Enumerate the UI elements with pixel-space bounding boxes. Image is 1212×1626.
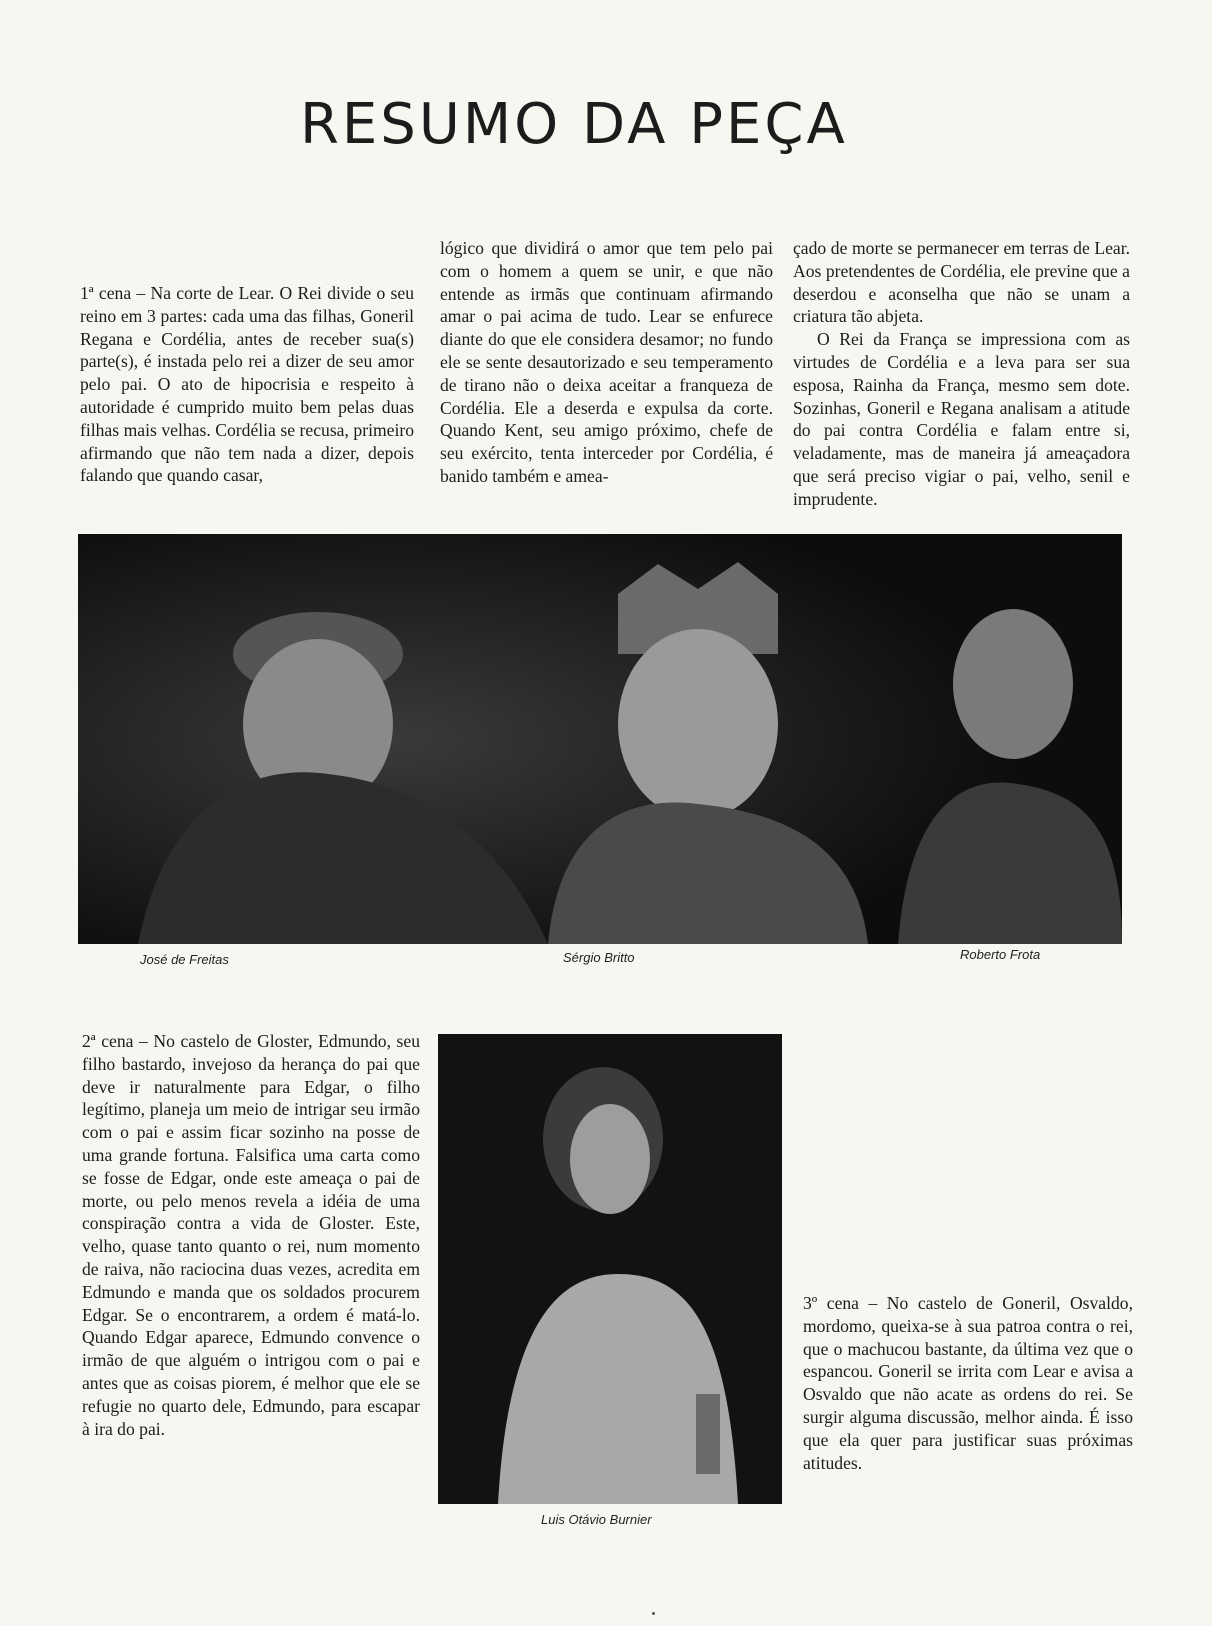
page-title: RESUMO DA PEÇA: [300, 92, 848, 157]
cast-photo-illustration: [78, 534, 1122, 944]
scene1-column-1: [80, 282, 414, 487]
scene1-column-2: [440, 237, 773, 488]
scene3-paragraph: 3º cena – No castelo de Goneril, Osvaldo, mordomo, queixa-se à sua patroa contra o rei, que o machucou bastante, da última vez que o espancou. Goneril se irrita com Lear e avisa a Osvaldo que não acate as ordens do rei. Se surgir alguma discussão, melhor ainda. É isso que ela quer para justificar suas próximas atitudes.: [803, 1293, 1133, 1473]
cast-photo-three-actors: [78, 534, 1122, 944]
scene2-paragraph: 2ª cena – No castelo de Gloster, Edmundo, seu filho bastardo, invejoso da herança do pai que deve ir naturalmente para Edgar, o filho legítimo, planeja um meio de intrigar seu irmão com o pai e assim ficar sozinho na posse de uma grande fortuna. Falsifica uma carta como se fosse de Edgar, onde este ameaça o pai de morte, ou pelo menos revela a idéia de uma conspiração contra a vida de Gloster. Este, velho, quase tanto quanto o rei, num momento de raiva, não raciocina duas vezes, acredita em Edmundo e manda que os soldados procurem Edgar. Se o encontrarem, a ordem é matá-lo. Quando Edgar aparece, Edmundo convence o irmão de que alguém o intrigou com o pai e antes que as coisas piorem, é melhor que ele se refugie no quarto dele, Edmundo, para escapar à ira do pai.: [82, 1031, 420, 1439]
scene3-column: [803, 1292, 1133, 1474]
scene2-column: [82, 1030, 420, 1440]
photo-caption-1: José de Freitas: [140, 952, 229, 967]
actor-photo-burnier: [438, 1034, 782, 1504]
scene1-column-3: [793, 237, 1130, 511]
photo-caption-2: Sérgio Britto: [563, 950, 635, 965]
scene1-paragraph-2: lógico que dividirá o amor que tem pelo pai com o homem a quem se unir, e que não entende as irmãs que continuam afirmando amar o pai acima de tudo. Lear se enfurece diante do que ele considera desamor; no fundo ele se sente desautorizado e seu temperamento de tirano não o deixa aceitar a franqueza de Cordélia. Ele a deserda e expulsa da corte. Quando Kent, seu amigo próximo, chefe de seu exército, tenta interceder por Cordélia, é banido também e amea-: [440, 238, 773, 486]
actor-photo-illustration: [438, 1034, 782, 1504]
page-speck: [652, 1612, 655, 1615]
photo2-caption: Luis Otávio Burnier: [541, 1512, 652, 1527]
scene1-paragraph-3: çado de morte se permanecer em terras de Lear. Aos pretendentes de Cordélia, ele previne que a deserdou e aconselha que não se unam a criatura tão abjeta.: [793, 238, 1130, 327]
photo-caption-3: Roberto Frota: [960, 947, 1041, 962]
scene1-paragraph-4: O Rei da França se impressiona com as virtudes de Cordélia e a leva para ser sua esposa, Rainha da França, mesmo sem dote. Sozinhas, Goneril e Regana analisam a atitude do pai contra Cordélia e falam entre si, veladamente, mas de maneira já ameaçadora que será preciso vigiar o pai, velho, senil e imprudente.: [793, 329, 1130, 509]
scene1-paragraph-1: 1ª cena – Na corte de Lear. O Rei divide o seu reino em 3 partes: cada uma das filhas, Goneril Regana e Cordélia, antes de receber sua(s) parte(s), é instada pelo rei a dizer de seu amor pelo pai. O ato de hipocrisia e respeito à autoridade é cumprido muito bem pelas duas filhas mais velhas. Cordélia se recusa, primeiro afirmando que não tem nada a dizer, depois falando que quando casar,: [80, 283, 414, 486]
